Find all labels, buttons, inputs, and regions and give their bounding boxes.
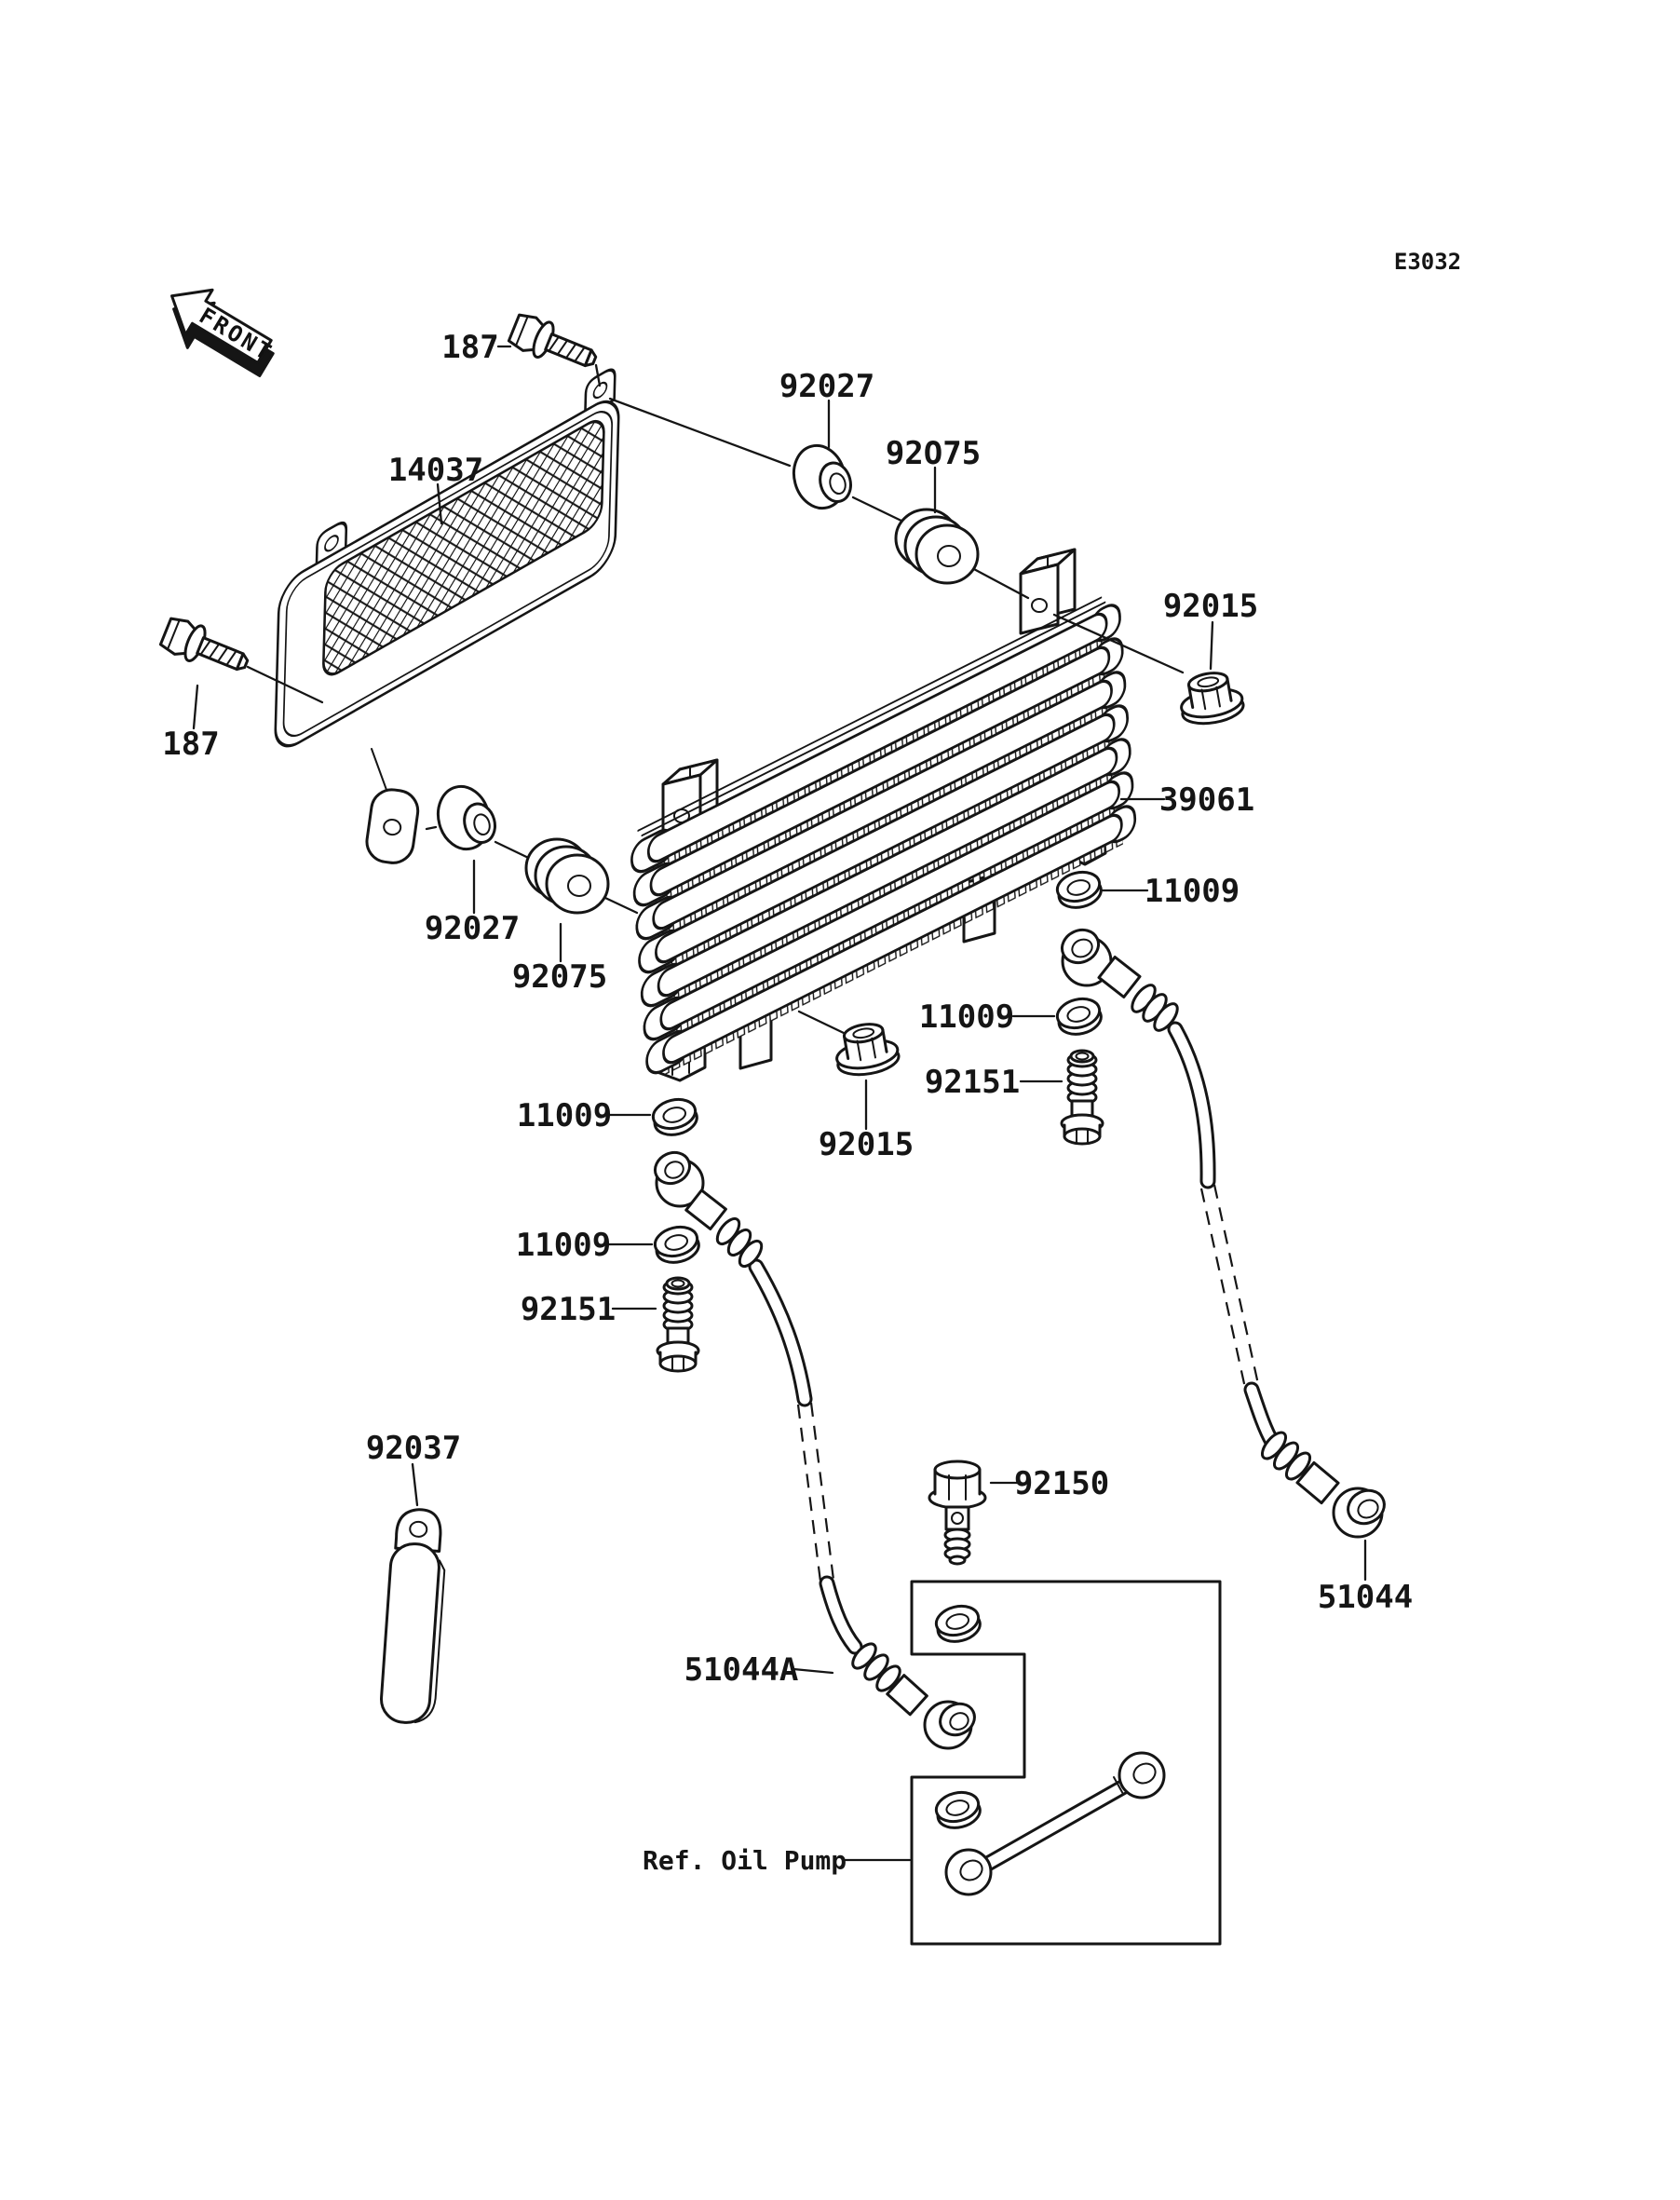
bolt-187-top <box>508 310 602 377</box>
washer-11009-left-lower <box>652 1223 702 1267</box>
part-label-92015-upper: 92015 <box>1162 588 1259 625</box>
part-label-92075-lower: 92075 <box>511 958 608 996</box>
oil-pump-washer-upper <box>933 1602 983 1646</box>
damper-92075-lower <box>526 839 608 913</box>
washer-11009-right-lower <box>1054 995 1104 1039</box>
guard-tab-bottom <box>364 787 420 865</box>
banjo-bolt-92150 <box>929 1461 985 1564</box>
hose-51044 <box>1057 924 1390 1537</box>
part-label-11009-right-lower: 11009 <box>918 998 1015 1036</box>
oil-pump-washer-lower <box>933 1788 983 1832</box>
front-arrow-label: FRONT <box>195 302 278 367</box>
part-label-51044a: 51044A <box>684 1651 799 1689</box>
part-label-51044: 51044 <box>1317 1579 1414 1616</box>
part-label-92151-right: 92151 <box>924 1064 1021 1101</box>
oil-bolt-92151-right <box>1062 1051 1103 1144</box>
grommet-92027-lower <box>431 780 500 855</box>
oil-bolt-92151-left <box>657 1278 698 1371</box>
washer-11009-left-upper <box>650 1095 700 1139</box>
damper-92075-upper <box>896 509 978 583</box>
part-label-92075-upper: 92O75 <box>885 435 982 472</box>
part-label-11009-left-lower: 11009 <box>515 1227 612 1264</box>
nut-92015-upper <box>1176 669 1245 728</box>
oil-pump-ref-box <box>912 1582 1220 1944</box>
oil-pump-pipe <box>946 1753 1164 1894</box>
part-label-92150: 92150 <box>1013 1465 1110 1502</box>
part-label-187-top: 187 <box>441 329 499 366</box>
part-label-92037: 92037 <box>365 1430 462 1467</box>
part-label-14037: 14037 <box>387 452 484 489</box>
strap-92037 <box>380 1508 449 1725</box>
front-arrow-icon <box>153 274 285 387</box>
bolt-187-left <box>159 614 253 681</box>
part-label-39061: 39061 <box>1158 781 1255 819</box>
nut-92015-lower <box>832 1020 901 1080</box>
part-label-92151-left: 92151 <box>520 1291 616 1328</box>
part-label-187-left: 187 <box>162 726 220 763</box>
part-label-11009-right-upper: 11009 <box>1144 873 1240 910</box>
ref-oil-pump-note: Ref. Oil Pump <box>643 1845 847 1876</box>
drawing-code: E3032 <box>1393 249 1462 275</box>
part-label-11009-left-upper: 11009 <box>516 1097 613 1134</box>
part-label-92015-lower: 92015 <box>818 1126 915 1163</box>
grommet-92027-upper <box>787 439 856 514</box>
part-label-92027-upper: 92027 <box>779 368 875 405</box>
part-label-92027-lower: 92027 <box>424 910 521 947</box>
